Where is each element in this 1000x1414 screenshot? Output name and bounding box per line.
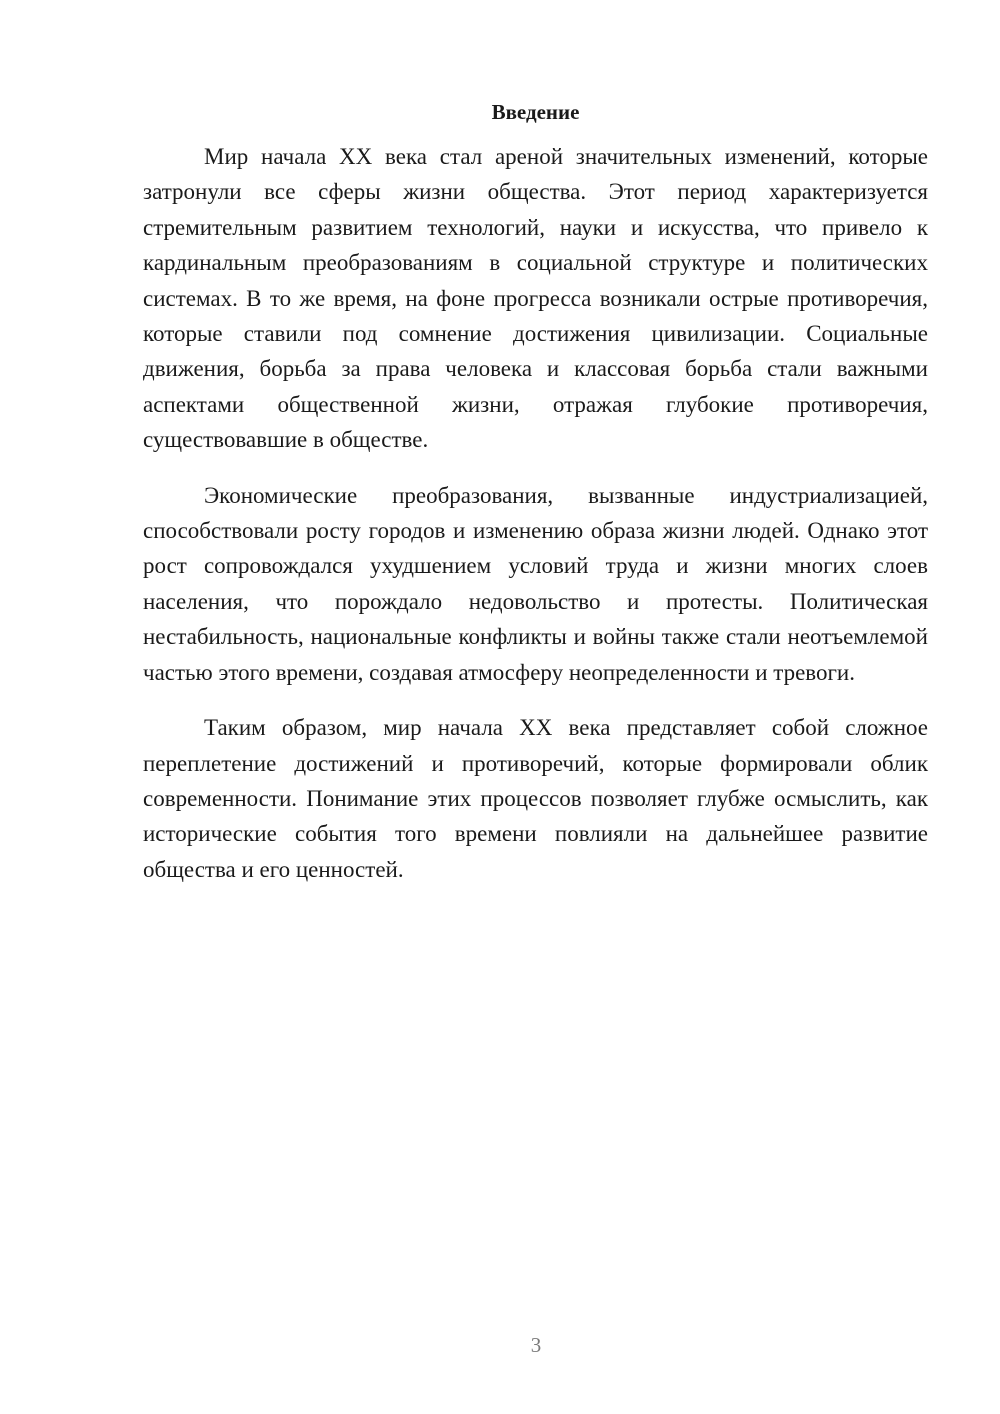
page-number: 3 [530,1333,542,1357]
paragraph-1: Мир начала XX века стал ареной значительных изменений, которые затронули все сферы жизни общества. Этот период характеризуется стремительным развитием технологий, науки и искусства, что привело к кардинальным преобразованиям в социальной структуре и политических системах. В то же время, на фоне прогресса возникали острые противоречия, которые ставили под сомнение достижения цивилизации. Социальные движения, борьба за права человека и классовая борьба стали важными аспектами общественной жизни, отражая глубокие противоречия, существовавшие в обществе. [143,144,928,453]
paragraph-3: Таким образом, мир начала XX века представляет собой сложное переплетение достижений и противоречий, которые формировали облик современности. Понимание этих процессов позволяет глубже осмыслить, как исторические события того времени повлияли на дальнейшее развитие общества и его ценностей. [143,715,928,882]
paragraph-2: Экономические преобразования, вызванные индустриализацией, способствовали росту городов и изменению образа жизни людей. Однако этот рост сопровождался ухудшением условий труда и жизни многих слоев населения, что порождало недовольство и протесты. Политическая нестабильность, национальные конфликты и войны также стали неотъемлемой частью этого времени, создавая атмосферу неопределенности и тревоги. [143,482,928,685]
page-content [143,92,928,887]
section-title: Введение [491,100,580,124]
